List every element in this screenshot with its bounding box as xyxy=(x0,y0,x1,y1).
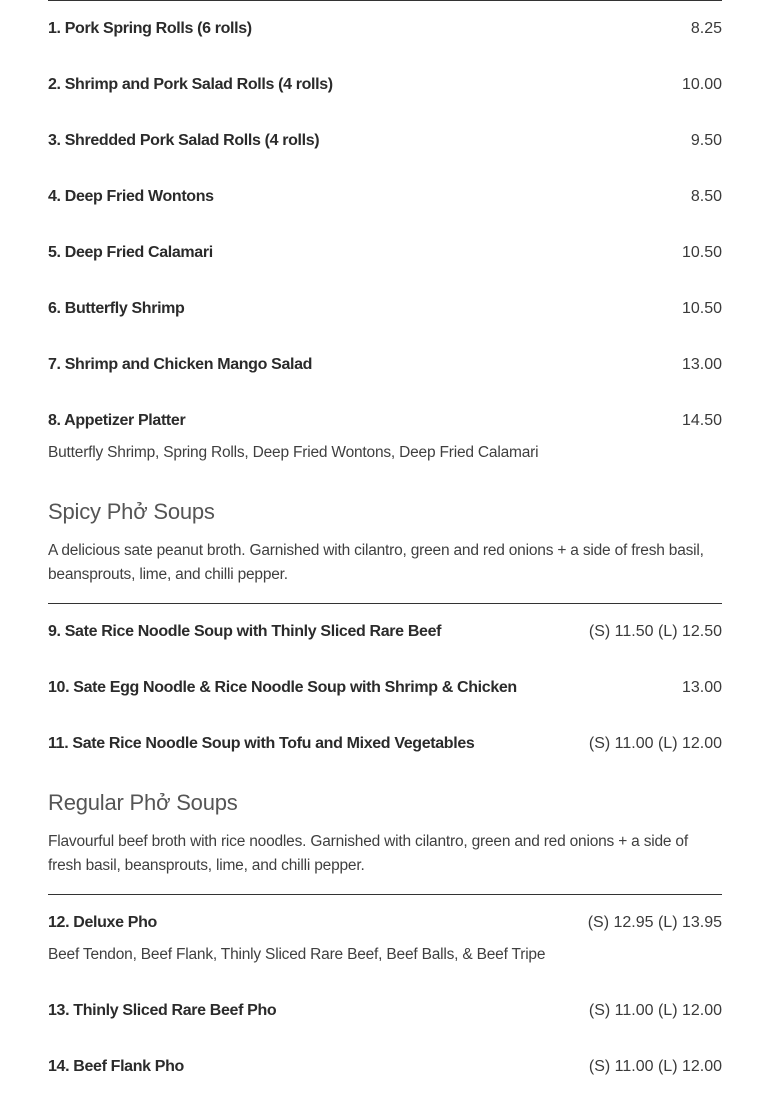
section-description: A delicious sate peanut broth. Garnished with cilantro, green and red onions + a side of fresh basil, beansprouts, lime, and chilli pepper. xyxy=(48,542,704,583)
menu-item xyxy=(48,75,722,95)
item-price: 14.50 xyxy=(681,412,722,429)
section-description: Flavourful beef broth with rice noodles. Garnished with cilantro, green and red onions + a side of fresh basil, beansprouts, lime, and chilli pepper. xyxy=(48,833,688,874)
item-name: 8. Appetizer Platter xyxy=(48,412,186,429)
menu-item xyxy=(48,411,722,431)
section-title-spicy-pho: Spicy Phở Soups xyxy=(48,499,215,524)
menu-item xyxy=(48,19,722,39)
item-price: 10.50 xyxy=(681,300,722,317)
menu-item xyxy=(48,243,722,263)
section-title-regular-pho: Regular Phở Soups xyxy=(48,790,238,815)
menu-item xyxy=(48,913,722,933)
menu-item xyxy=(48,355,722,375)
menu-item xyxy=(48,299,722,319)
item-name: 12. Deluxe Pho xyxy=(48,914,157,931)
menu xyxy=(48,0,722,1077)
item-name: 3. Shredded Pork Salad Rolls (4 rolls) xyxy=(48,132,320,149)
menu-item xyxy=(48,622,722,642)
item-description: Butterfly Shrimp, Spring Rolls, Deep Fried Wontons, Deep Fried Calamari xyxy=(48,444,539,461)
item-name: 1. Pork Spring Rolls (6 rolls) xyxy=(48,20,252,37)
item-name: 13. Thinly Sliced Rare Beef Pho xyxy=(48,1002,277,1019)
item-price: 13.00 xyxy=(681,679,722,696)
item-price: 9.50 xyxy=(690,132,722,149)
item-name: 10. Sate Egg Noodle & Rice Noodle Soup with Shrimp & Chicken xyxy=(48,679,517,696)
item-price: 10.00 xyxy=(681,76,722,93)
item-price: (S) 11.00 (L) 12.00 xyxy=(588,1058,722,1075)
item-name: 6. Butterfly Shrimp xyxy=(48,300,185,317)
item-price: (S) 11.50 (L) 12.50 xyxy=(588,623,722,640)
menu-item xyxy=(48,1057,722,1077)
menu-item xyxy=(48,1001,722,1021)
item-name: 11. Sate Rice Noodle Soup with Tofu and Mixed Vegetables xyxy=(48,735,475,752)
item-price: (S) 11.00 (L) 12.00 xyxy=(588,1002,722,1019)
item-name: 9. Sate Rice Noodle Soup with Thinly Sliced Rare Beef xyxy=(48,623,442,640)
item-price: 8.50 xyxy=(690,188,722,205)
item-description: Beef Tendon, Beef Flank, Thinly Sliced Rare Beef, Beef Balls, & Beef Tripe xyxy=(48,946,546,963)
menu-item xyxy=(48,734,722,754)
item-price: 13.00 xyxy=(681,356,722,373)
item-price: 8.25 xyxy=(690,20,722,37)
item-name: 7. Shrimp and Chicken Mango Salad xyxy=(48,356,313,373)
item-name: 5. Deep Fried Calamari xyxy=(48,244,213,261)
item-name: 2. Shrimp and Pork Salad Rolls (4 rolls) xyxy=(48,76,333,93)
item-price: 10.50 xyxy=(681,244,722,261)
item-name: 4. Deep Fried Wontons xyxy=(48,188,214,205)
menu-item xyxy=(48,131,722,151)
item-price: (S) 12.95 (L) 13.95 xyxy=(587,914,722,931)
menu-item xyxy=(48,678,722,698)
item-price: (S) 11.00 (L) 12.00 xyxy=(588,735,722,752)
item-name: 14. Beef Flank Pho xyxy=(48,1058,184,1075)
menu-item xyxy=(48,187,722,207)
